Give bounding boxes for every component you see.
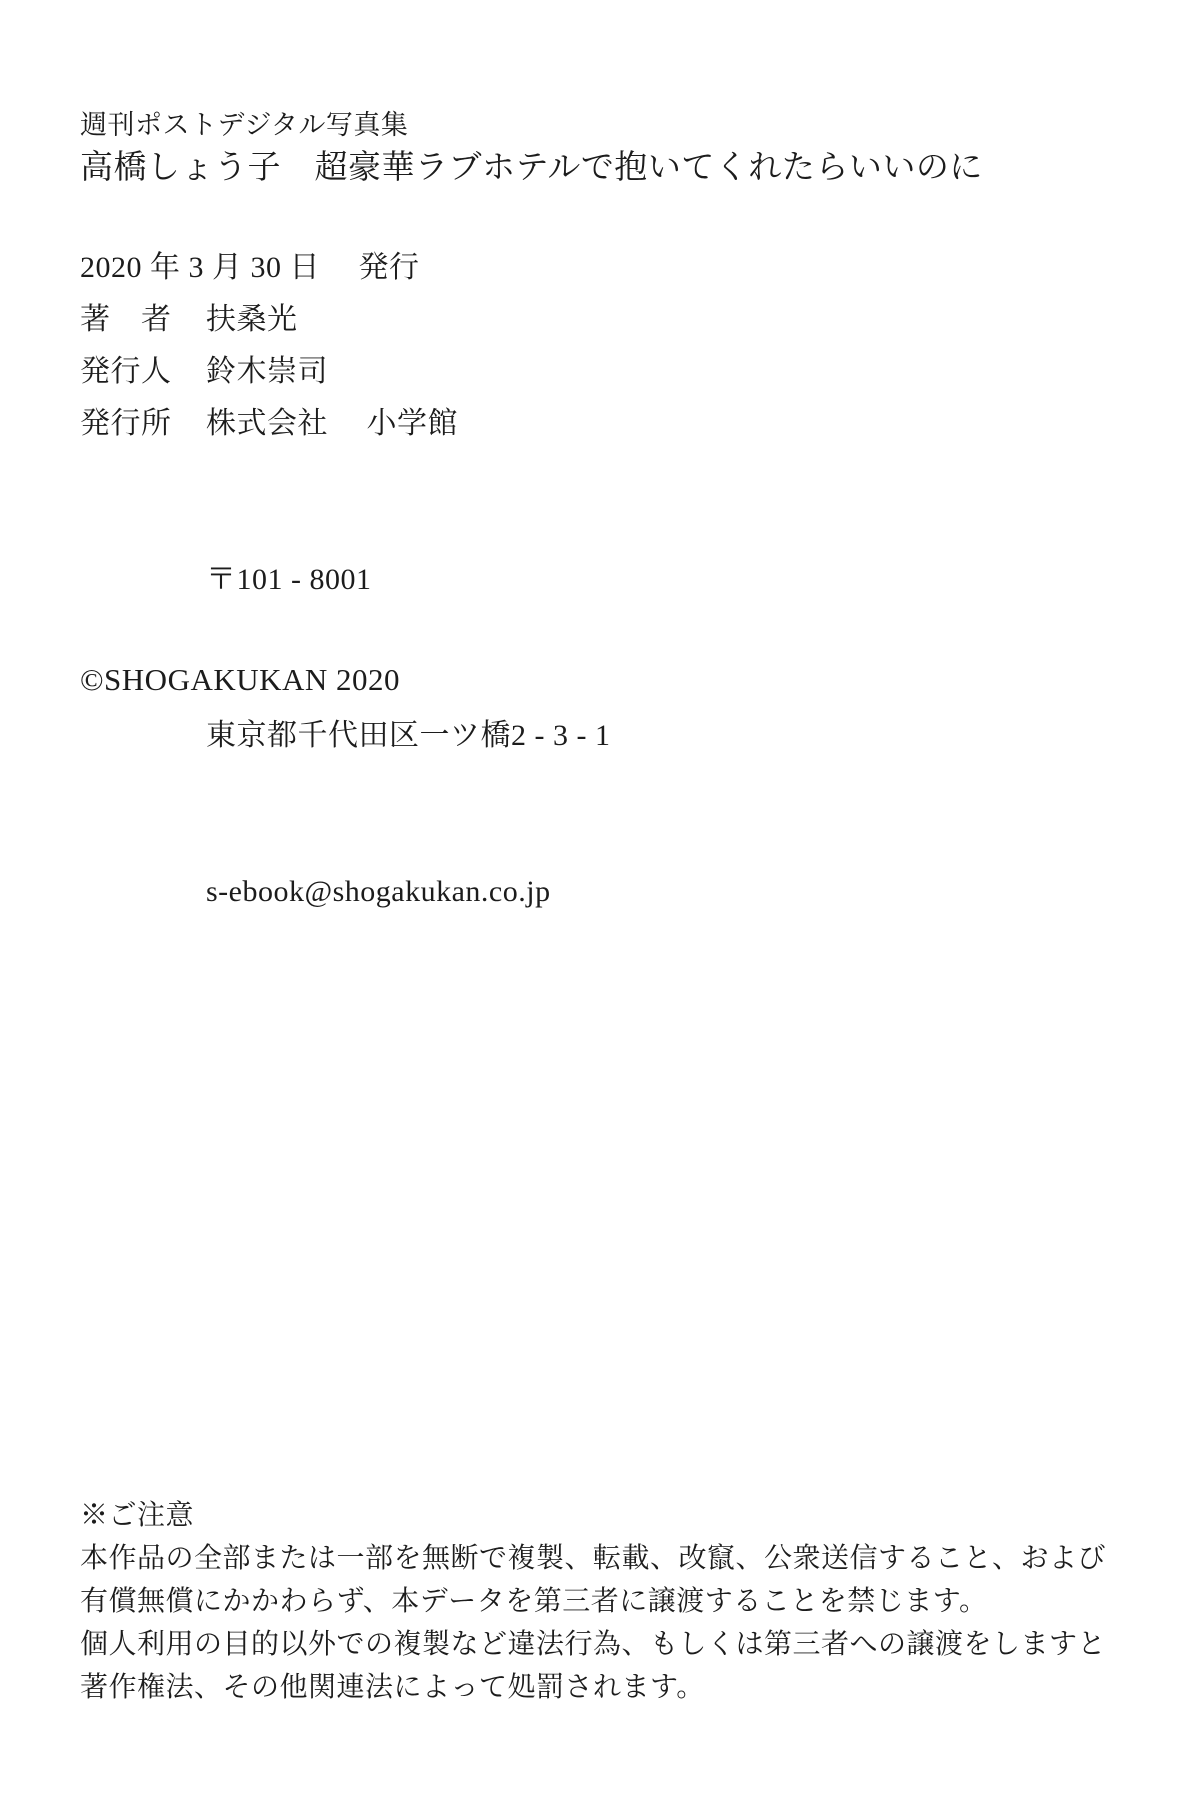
- publication-date: 2020 年 3 月 30 日 発行: [80, 251, 420, 284]
- copyright-notice: ©SHOGAKUKAN 2020: [80, 662, 401, 697]
- author-name: 扶桑光: [206, 303, 298, 336]
- credit-row-publisher: [80, 398, 610, 450]
- publisher-address-block: [80, 450, 610, 1022]
- legal-notice-block: [80, 1494, 1106, 1709]
- author-label: 著 者: [80, 303, 172, 336]
- notice-line: 著作権法、その他関連法によって処罰されます。: [80, 1672, 705, 1703]
- credit-row-issuer: [80, 346, 610, 398]
- publisher-label: 発行所: [80, 407, 172, 440]
- notice-line: 本作品の全部または一部を無断で複製、転載、改竄、公衆送信すること、および: [80, 1543, 1107, 1574]
- publisher-email: s-ebook@shogakukan.co.jp: [206, 875, 551, 908]
- book-title: 高橋しょう子 超豪華ラブホテルで抱いてくれたらいいのに: [80, 150, 983, 186]
- notice-line: 個人利用の目的以外での複製など違法行為、もしくは第三者への譲渡をしますと: [80, 1629, 1107, 1660]
- credit-row-author: [80, 294, 610, 346]
- notice-heading: ※ご注意: [80, 1500, 195, 1531]
- series-title: 週刊ポストデジタル写真集: [80, 110, 409, 140]
- issuer-label: 発行人: [80, 355, 172, 388]
- postal-code: 〒101 - 8001: [206, 563, 372, 596]
- publisher-name: 株式会社 小学館: [206, 407, 458, 440]
- notice-line: 有償無償にかかわらず、本データを第三者に譲渡することを禁じます。: [80, 1586, 988, 1617]
- publisher-address: 東京都千代田区一ツ橋2 - 3 - 1: [206, 719, 611, 752]
- issuer-name: 鈴木崇司: [206, 355, 328, 388]
- publication-info-block: [80, 242, 610, 1022]
